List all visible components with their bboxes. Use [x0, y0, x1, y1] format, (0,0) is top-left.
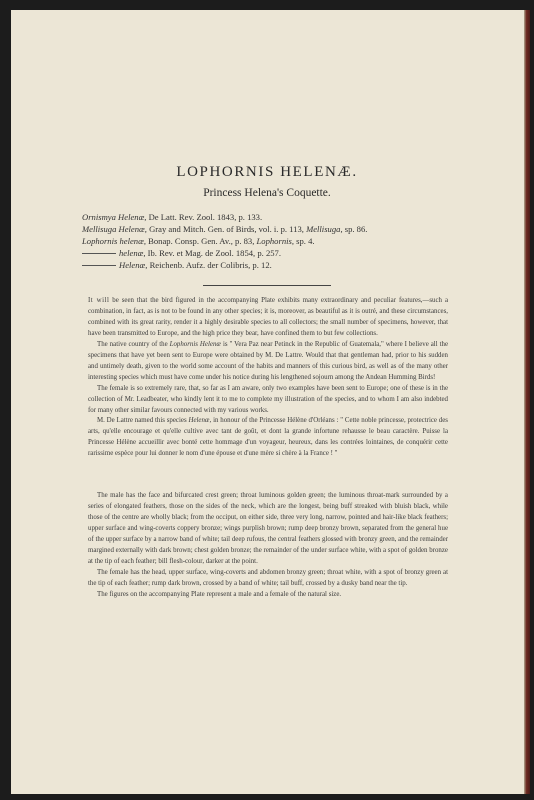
body-text-upper	[88, 296, 448, 460]
synonym-line: Helenæ, Reichenb. Aufz. der Colibris, p. 12.	[82, 260, 462, 271]
synonym-line: Lophornis helenæ, Bonap. Consp. Gen. Av., p. 83, Lophornis, sp. 4.	[82, 236, 315, 246]
synonym-line: helenæ, Ib. Rev. et Mag. de Zool. 1854, p. 257.	[82, 248, 462, 259]
paragraph: The male has the face and bifurcated crest green; throat luminous golden green; the luminous throat-mark surrounded by a series of elongated feathers, those on the sides of the neck, which are the longest, being buff streaked with bluish black, while those of the centre are wholly black; from the occiput, on either side, three very long, narrow, pointed and hair-like black feathers; upper surface and wing-coverts coppery bronze; wings purplish brown; rump deep bronzy brown, separated from the general hue of the upper surface by a narrow band of white; tail deep rufous, the central feathers glossed with bronzy green, and the remainder margined externally with dark brown; chest golden bronze; the remainder of the under surface white, with a spot of golden bronze at the tip of each feather; bill flesh-colour, darker at the point.	[88, 492, 448, 565]
paragraph: The figures on the accompanying Plate represent a male and a female of the natural size.	[97, 590, 342, 598]
book-edge	[524, 10, 530, 794]
page-subtitle: Princess Helena's Coquette.	[203, 187, 331, 199]
section-divider	[203, 285, 331, 286]
synonym-line: Ornismya Helenæ, De Latt. Rev. Zool. 1843, p. 133.	[82, 212, 263, 222]
ditto-dash	[82, 265, 116, 266]
page-title: LOPHORNIS HELENÆ.	[176, 164, 358, 180]
synonym-line: Mellisuga Helenæ, Gray and Mitch. Gen. of Birds, vol. i. p. 113, Mellisuga, sp. 86.	[82, 224, 368, 234]
ditto-dash	[82, 253, 116, 254]
paragraph: The native country of the Lophornis Helenæ is " Vera Paz near Petinck in the Republic of Guatemala," where I believe all the specimens that have yet been sent to Europe were obtained by M. De Lattre. Would that that gentleman had, prior to his sudden and untimely death, given to the world some account of the habits and manners of this curious bird, as well as of the many other interesting species which must have come under his notice during his lengthened sojourn among the Andean Humming Birds!	[88, 340, 449, 381]
paragraph: The female is so extremely rare, that, so far as I am aware, only two examples have been sent to Europe; one of these is in the collection of Mr. Leadbeater, who kindly lent it to me to complete my illustration of the species, and to whom I am also indebted for many other similar favours connected with my various works.	[88, 384, 448, 414]
paragraph: M. De Lattre named this species Helenæ, in honour of the Princesse Hélène d'Orléans : " Cette noble princesse, protectrice des arts, qu'elle encourage et qu'elle cultive avec tant de goût, et dont la grande infortune rehausse le beau caractère. Puisse la Princesse Hélène accueillir avec bonté cette hommage d'un voyageur, heureux, dans les contrées lointaines, de conquérir cette rarissime espèce pour lui donner le nom d'une épouse et d'une mère si chère à la France ! "	[88, 417, 448, 458]
paragraph: It will be seen that the bird figured in the accompanying Plate exhibits many extraordinary and peculiar features,—such a combination, in fact, as is not to be found in any other species; it is, moreover, as beautiful as it is outré, and these circumstances, combined with its great rarity, render it a highly desirable species to all collectors; the small number of specimens, however, that have been transmitted to Europe, and the high price they bear, have confined them to but few collections.	[88, 297, 448, 337]
paragraph: The female has the head, upper surface, wing-coverts and abdomen bronzy green; throat white, with a spot of bronzy green at the tip of each feather; rump dark brown, crossed by a band of white; tail buff, crossed by a dusky band near the tip.	[88, 568, 448, 587]
body-text-lower	[88, 491, 448, 601]
